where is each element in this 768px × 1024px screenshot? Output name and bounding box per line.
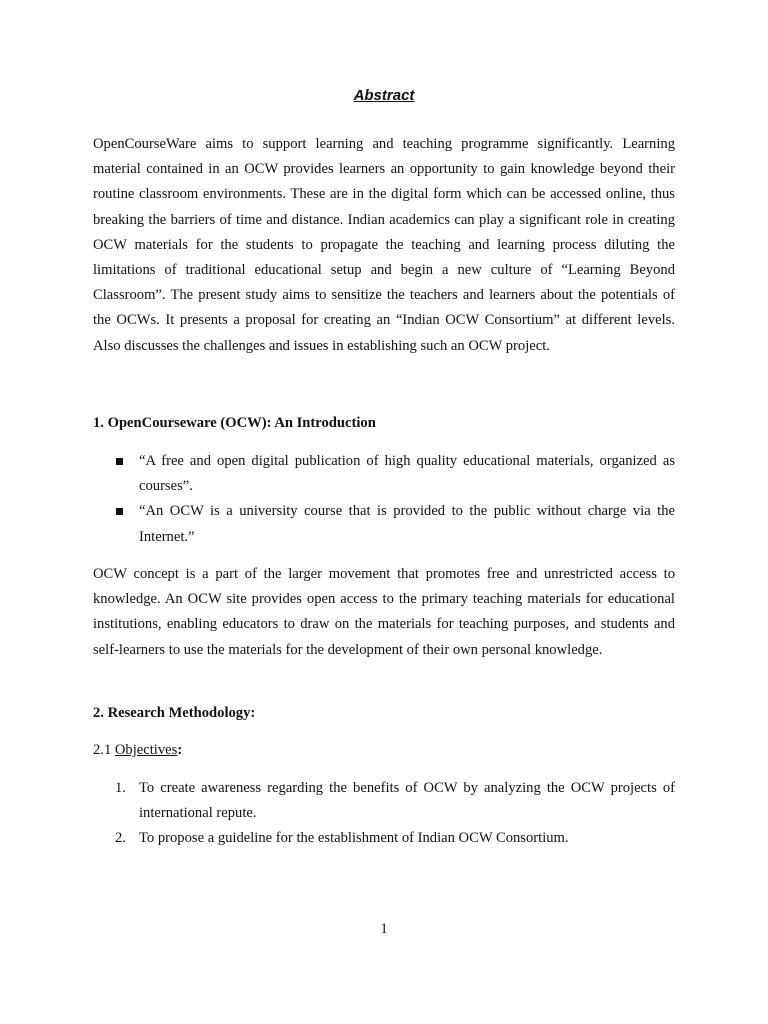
section-2-heading: 2. Research Methodology:	[93, 705, 256, 721]
abstract-paragraph: OpenCourseWare aims to support learning and teaching programme significantly. Learning material contained in an OCW provides learners an opportunity to gain knowledge beyond their routine classroom environments. These are in the digital form which can be accessed online, thus breaking the barriers of time and distance. Indian academics can play a significant role in creating OCW materials for the students to propagate the teaching and learning process diluting the limitations of traditional educational setup and begin a new culture of “Learning Beyond Classroom”. The present study aims to sensitize the teachers and learners about the potentials of the OCWs. It presents a proposal for creating an “Indian OCW Consortium” at different levels. Also discusses the challenges and issues in establishing such an OCW project.	[93, 136, 675, 354]
list-item	[93, 449, 675, 499]
square-bullet-icon	[116, 508, 123, 515]
objectives-list	[93, 776, 675, 852]
abstract-title: Abstract	[353, 87, 415, 104]
objective-text: To propose a guideline for the establishment of Indian OCW Consortium.	[139, 830, 569, 847]
list-item	[93, 499, 675, 549]
definition-text: “An OCW is a university course that is provided to the public without charge via the Internet.”	[139, 503, 675, 545]
list-item	[93, 826, 675, 851]
definition-text: “A free and open digital publication of high quality educational materials, organized as courses”.	[139, 453, 675, 495]
objectives-label: Objectives	[114, 742, 178, 758]
ocw-concept-paragraph: OCW concept is a part of the larger movement that promotes free and unrestricted access to knowledge. An OCW site provides open access to the primary teaching materials for educational institutions, enabling educators to draw on the materials for teaching purposes, and students and self-learners to use the materials for the development of their own personal knowledge.	[93, 566, 675, 658]
item-number: 2.	[115, 830, 126, 847]
objectives-colon: :	[177, 742, 183, 758]
page-number: 1	[380, 921, 388, 937]
item-number: 1.	[115, 780, 126, 796]
subsection-number: 2.1	[93, 742, 115, 758]
section-1-heading: 1. OpenCourseware (OCW): An Introduction	[93, 415, 376, 431]
objectives-subheading	[93, 740, 182, 760]
definition-list	[93, 449, 675, 550]
square-bullet-icon	[116, 458, 123, 465]
list-item	[93, 776, 675, 826]
objective-text: To create awareness regarding the benefits of OCW by analyzing the OCW projects of international repute.	[139, 780, 675, 822]
